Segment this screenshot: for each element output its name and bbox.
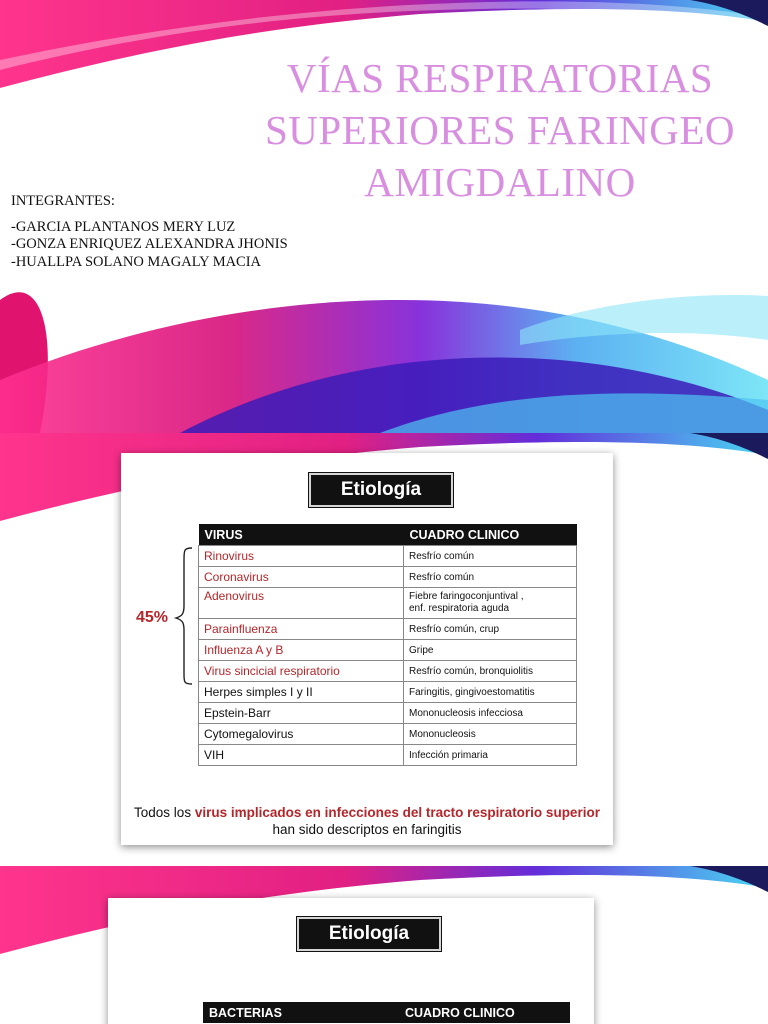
virus-cell: Cytomegalovirus	[199, 724, 404, 745]
table-row	[199, 567, 577, 588]
virus-cell: Herpes simples I y II	[199, 682, 404, 703]
cuadro-cell	[404, 588, 577, 619]
members-block	[11, 193, 288, 271]
slide-title	[232, 52, 768, 208]
col-header-virus: VIRUS	[199, 524, 404, 546]
member-item: -HUALLPA SOLANO MAGALY MACIA	[11, 253, 262, 270]
table-row	[199, 661, 577, 682]
virus-cell: Parainfluenza	[199, 619, 404, 640]
virus-cell: Adenovirus	[199, 588, 404, 619]
title-slide	[0, 0, 768, 433]
table-row	[199, 724, 577, 745]
etiology-label: Etiología	[309, 473, 453, 507]
cuadro-line: enf. respiratoria aguda	[409, 603, 510, 614]
virus-cell: VIH	[199, 745, 404, 766]
cuadro-cell: Resfrío común, bronquiolitis	[404, 661, 577, 682]
cuadro-cell: Gripe	[404, 640, 577, 661]
col-header-cuadro: CUADRO CLINICO	[399, 1002, 570, 1023]
col-header-bacterias: BACTERIAS	[203, 1002, 399, 1023]
cuadro-cell: Resfrío común	[404, 546, 577, 567]
cuadro-cell: Mononucleosis infecciosa	[404, 703, 577, 724]
table-row	[199, 745, 577, 766]
title-line-2: SUPERIORES FARINGEO	[264, 107, 736, 153]
member-item: -GONZA ENRIQUEZ ALEXANDRA JHONIS	[11, 236, 288, 252]
table-row	[199, 546, 577, 567]
etiology-bacteria-slide	[0, 866, 768, 1024]
virus-table	[198, 524, 577, 766]
footnote	[112, 804, 622, 838]
table-header-row	[199, 524, 577, 546]
etiology-virus-slide	[0, 433, 768, 866]
virus-cell: Rinovirus	[199, 546, 404, 567]
cuadro-cell: Resfrío común	[404, 567, 577, 588]
title-line-3: AMIGDALINO	[364, 159, 636, 205]
cuadro-line: Fiebre faringoconjuntival ,	[409, 591, 524, 602]
bracket-percentage: 45%	[136, 609, 169, 626]
footnote-text: Todos los	[134, 805, 195, 820]
cuadro-cell: Infección primaria	[404, 745, 577, 766]
members-heading: INTEGRANTES:	[11, 193, 115, 209]
cuadro-cell: Resfrío común, crup	[404, 619, 577, 640]
virus-cell: Epstein-Barr	[199, 703, 404, 724]
title-line-1: VÍAS RESPIRATORIAS	[286, 55, 714, 101]
table-row	[199, 682, 577, 703]
virus-cell: Influenza A y B	[199, 640, 404, 661]
virus-cell: Virus sincicial respiratorio	[199, 661, 404, 682]
table-row	[199, 640, 577, 661]
table-header-row	[203, 1002, 570, 1023]
virus-cell: Coronavirus	[199, 567, 404, 588]
cuadro-cell: Faringitis, gingivoestomatitis	[404, 682, 577, 703]
table-row	[199, 703, 577, 724]
footnote-line-2: han sido descriptos en faringitis	[272, 822, 462, 837]
cuadro-cell: Mononucleosis	[404, 724, 577, 745]
brace-icon	[174, 546, 198, 686]
col-header-cuadro: CUADRO CLINICO	[404, 524, 577, 546]
member-item: -GARCIA PLANTANOS MERY LUZ	[11, 218, 236, 235]
etiology-label: Etiología	[297, 917, 441, 951]
bacteria-table	[203, 1002, 570, 1023]
table-row	[199, 588, 577, 619]
footnote-highlight: virus implicados en infecciones del tracto respiratorio superior	[194, 805, 600, 820]
table-row	[199, 619, 577, 640]
